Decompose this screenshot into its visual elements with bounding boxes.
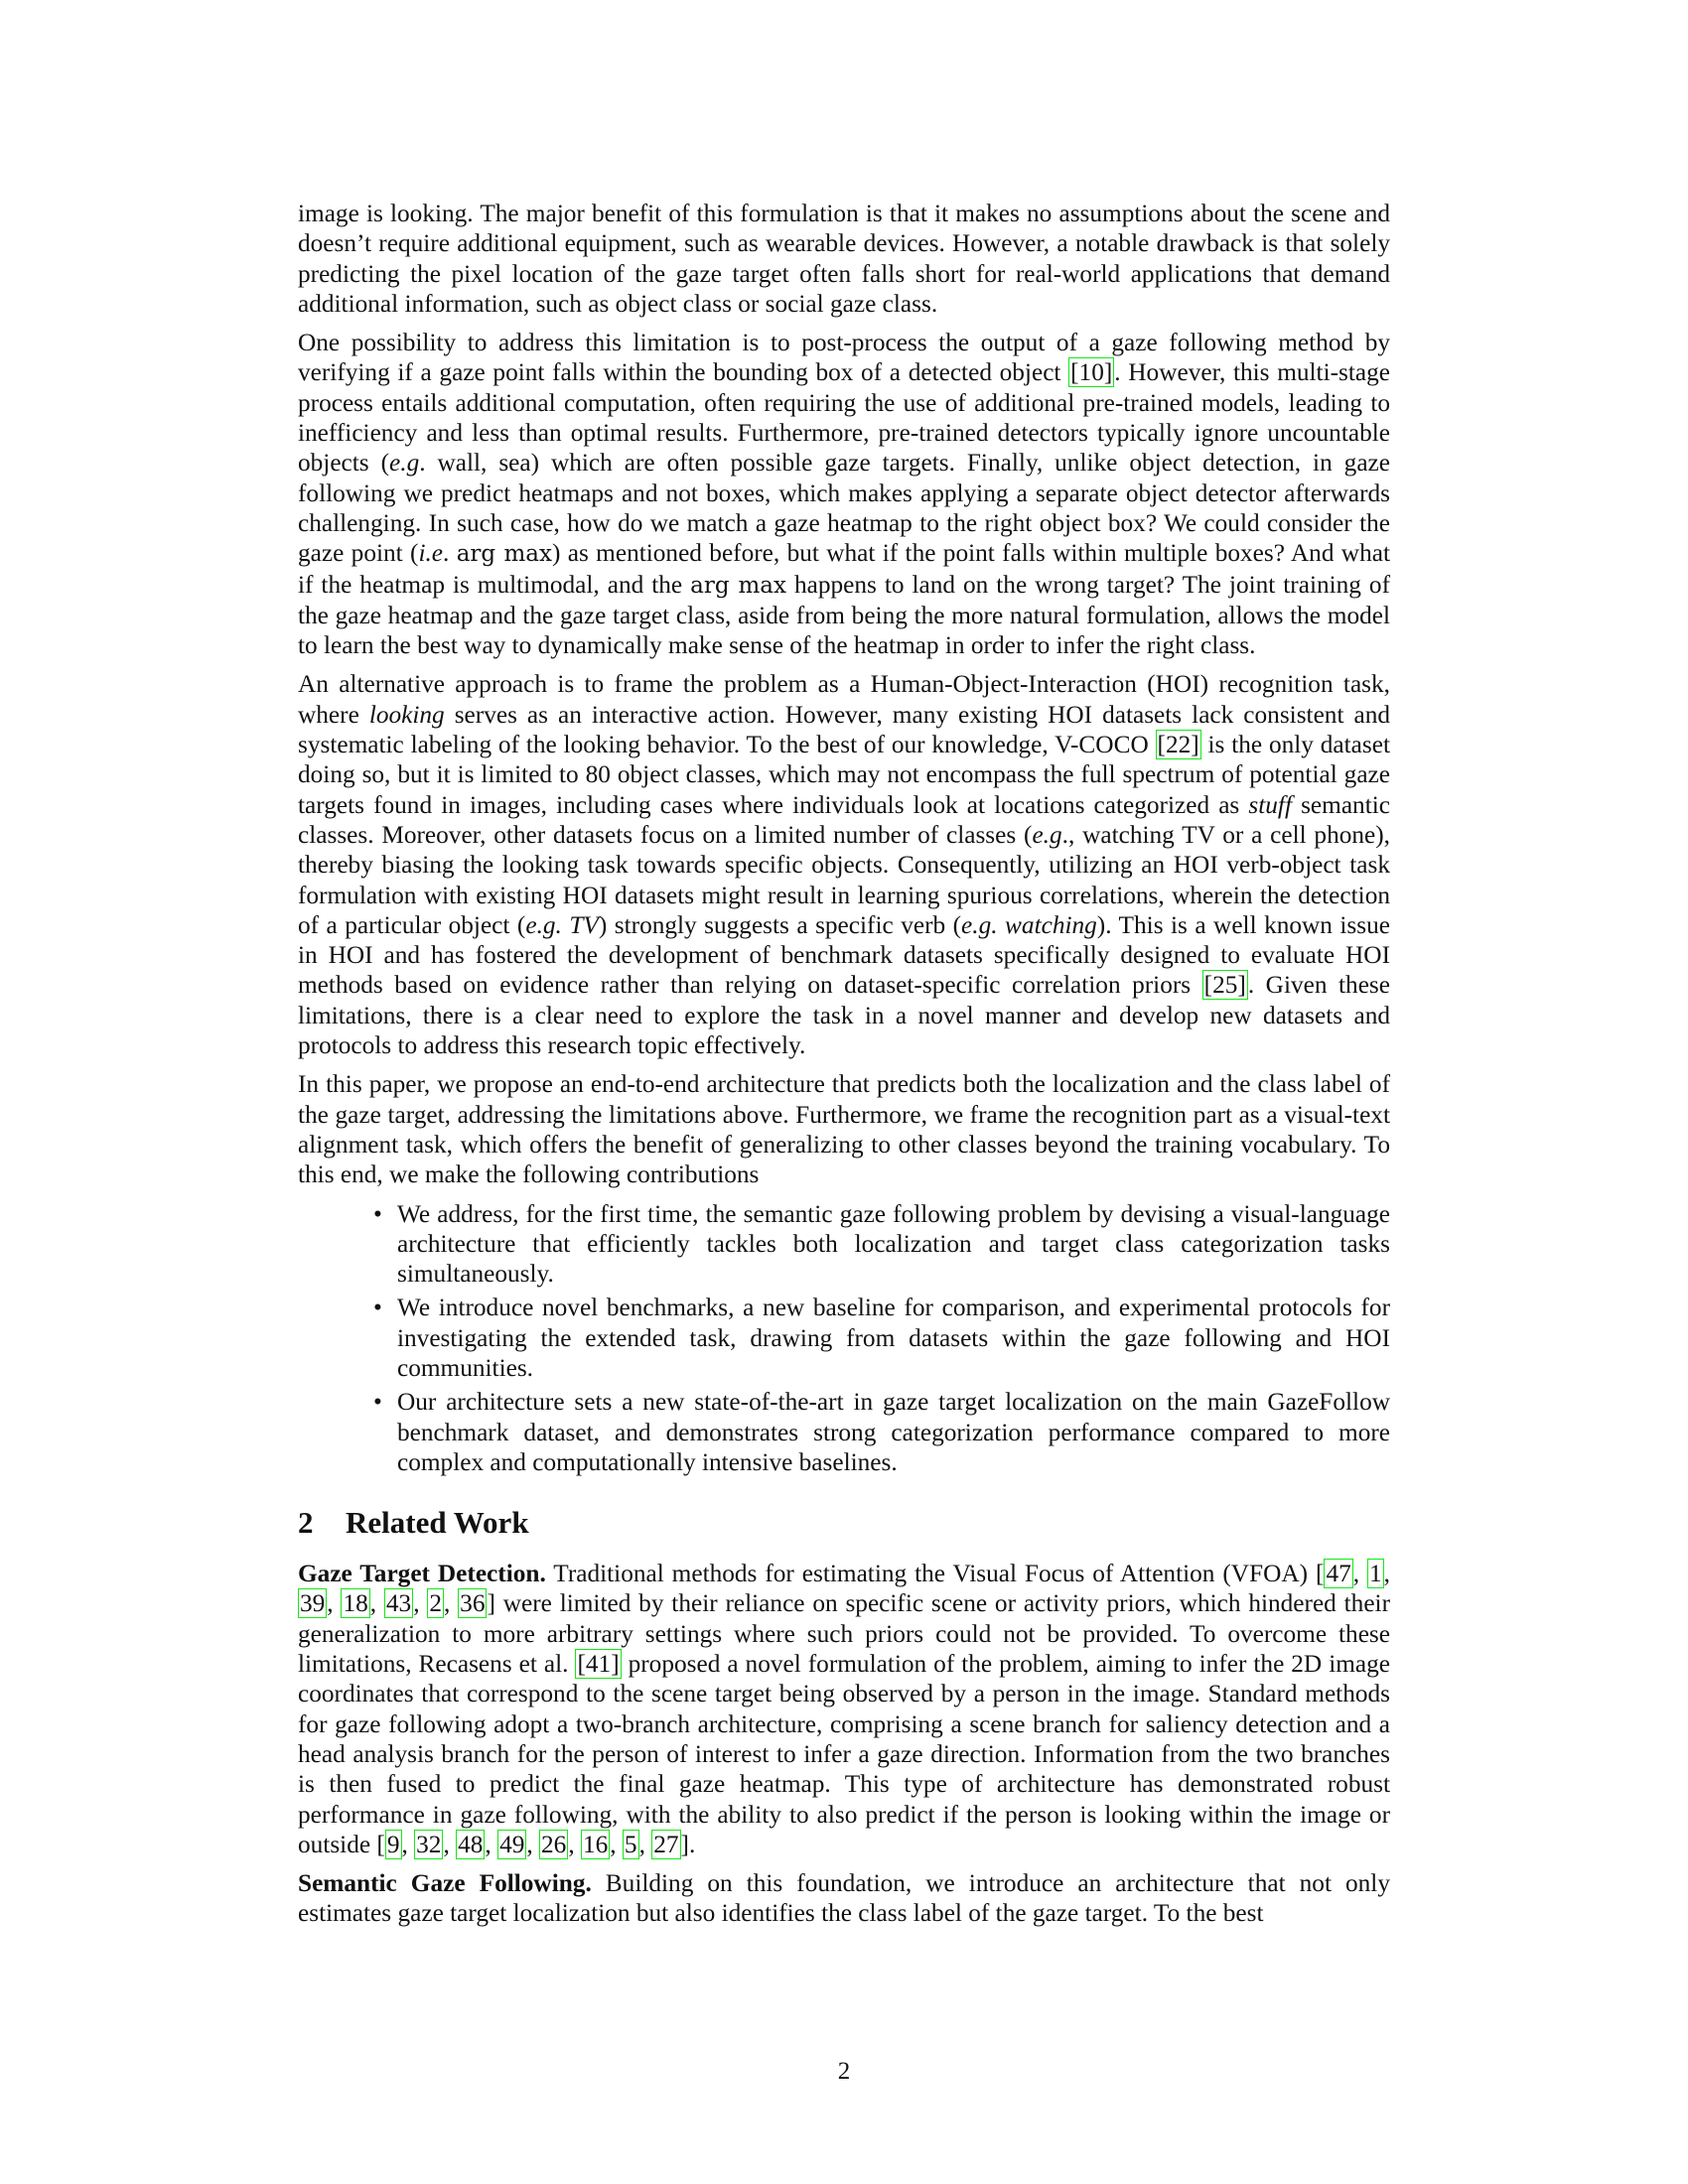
italic-text: e.g. TV xyxy=(525,910,599,939)
list-item-text: We address, for the first time, the semantic gaze following problem by devising a visual-language architecture that efficiently tackles both localization and target class categorization tasks simultaneously. xyxy=(397,1199,1390,1289)
text: One possibility to address this limitation is to post-process the output of a gaze following method by verifying if a gaze point falls within the bounding box of a detected object xyxy=(298,329,1390,387)
text: . xyxy=(688,1830,696,1858)
bullet-icon: • xyxy=(373,1388,382,1417)
list-item-text: We introduce novel benchmarks, a new baseline for comparison, and experimental protocols for investigating the extended task, drawing from datasets within the gaze following and HOI communities. xyxy=(397,1294,1390,1382)
text: proposed a novel formulation of the problem, aiming to infer the 2D image coordinates that correspond to the scene target being observed by a person in the image. Standard methods for gaze following adopt a two-branch architecture, comprising a scene branch for saliency detection and a head analysis branch for the person of interest to infer a gaze direction. Information from the two branches is then fused to predict the final gaze heatmap. This type of architecture has demonstrated robust performance in gaze following, with the ability to also predict if the person is looking within the image or outside xyxy=(298,1650,1391,1858)
paragraph-post-processing xyxy=(298,328,1390,660)
paragraph-gaze-target-detection: Gaze Target Detection. Traditional methods for estimating the Visual Focus of Attention (VFOA) [47, 1, 39, 18, 43, 2, 36] were limited by their reliance on specific scene or activity priors, which hindered their generalization to more arbitrary settings where such priors could not be provided. To overcome these limitations, Recasens et al. [41] proposed a novel formulation of the problem, aiming to infer the 2D image coordinates that correspond to the scene target being observed by a person in the image. Standard methods for gaze following adopt a two-branch architecture, comprising a scene branch for saliency detection and a head analysis branch for the person of interest to infer a gaze direction. Information from the two branches is then fused to predict the final gaze heatmap. This type of architecture has demonstrated robust performance in gaze following, with the ability to also predict if the person is looking within the image or outside [9, 32, 48, 49, 26, 16, 5, 27]. xyxy=(298,1560,1391,1858)
text: happens to land on the wrong target? The joint training of the gaze heatmap and the gaze target class, aside from being the more natural formulation, allows the model to learn the best way to dynamically make sense of the heatmap in order to infer the right class. xyxy=(298,570,1390,660)
citation-link[interactable]: 43 xyxy=(385,1589,412,1618)
text: An alternative approach is to frame the problem as a Human-Object-Interaction (HOI) recognition task, where xyxy=(298,670,1390,729)
text: semantic classes. Moreover, other datasets focus on a limited number of classes ( xyxy=(298,790,1390,849)
section-heading xyxy=(298,1505,1390,1541)
paragraph-contributions-intro: In this paper, we propose an end-to-end architecture that predicts both the localization and the class label of the gaze target, addressing the limitations above. Furthermore, we frame the recognition part as a visual-text alignment task, which offers the benefit of generalizing to other classes beyond the training vocabulary. To this end, we make the following contributions xyxy=(298,1070,1390,1189)
text: ) as mentioned before, but what if the point falls within multiple boxes? And what if the heatmap is multimodal, and the xyxy=(298,539,1390,599)
italic-text: looking xyxy=(368,700,445,729)
paragraph-semantic-gaze-following xyxy=(298,1868,1390,1929)
citation-link[interactable]: 32 xyxy=(416,1830,442,1858)
text: serves as an interactive action. However, many existing HOI datasets lack consistent and systematic labeling of the looking behavior. To the best of our knowledge, V-COCO xyxy=(298,700,1391,759)
list-item xyxy=(373,1387,1390,1477)
text: Traditional methods for estimating the Visual Focus of Attention (VFOA) xyxy=(545,1560,1317,1588)
citation-link[interactable]: 5 xyxy=(624,1830,637,1858)
citation-link[interactable]: 18 xyxy=(343,1589,368,1618)
text: . Given these limitations, there is a clear need to explore the task in a novel manner and develop new datasets and protocols to address this research topic effectively. xyxy=(298,971,1391,1060)
text: . xyxy=(443,539,457,568)
citation-link[interactable]: [22] xyxy=(1157,731,1199,759)
italic-text: stuff xyxy=(1248,790,1292,819)
list-item xyxy=(373,1199,1390,1290)
page-number: 2 xyxy=(837,2058,851,2085)
citation-link[interactable]: 48 xyxy=(458,1830,484,1858)
citation-link[interactable]: 16 xyxy=(582,1830,609,1858)
italic-text: i.e xyxy=(418,539,444,568)
run-in-heading: Gaze Target Detection. xyxy=(298,1560,546,1588)
citation-link[interactable]: 27 xyxy=(653,1830,679,1858)
text: were limited by their reliance on specific scene or activity priors, which hindered their generalization to more arbitrary settings where such priors could not be provided. To overcome these limitations, Recasens et al. xyxy=(298,1589,1390,1679)
italic-text: e.g xyxy=(1032,820,1062,849)
run-in-heading: Semantic Gaze Following. xyxy=(298,1869,592,1898)
text: ., watching TV or a cell phone), thereby biasing the looking task towards specific objects. Consequently, utilizing an HOI verb-object task formulation with existing HOI datasets might result in learning spurious correlations, wherein the detection of a particular object ( xyxy=(298,820,1391,939)
citation-link[interactable]: [10] xyxy=(1070,358,1113,387)
math-argmax: arg max xyxy=(690,572,786,599)
citation-link[interactable]: 47 xyxy=(1326,1560,1351,1588)
citation-link[interactable]: 26 xyxy=(541,1830,567,1858)
citation-link[interactable]: 49 xyxy=(499,1830,525,1858)
list-item-text: Our architecture sets a new state-of-the-art in gaze target localization on the main GazeFollow benchmark dataset, and demonstrates strong categorization performance compared to more complex and computationally intensive baselines. xyxy=(397,1388,1390,1476)
list-item xyxy=(373,1293,1390,1383)
section-title: Related Work xyxy=(346,1505,529,1541)
contributions-list xyxy=(298,1199,1390,1478)
citation-link[interactable]: 9 xyxy=(386,1830,400,1858)
citation-link[interactable]: [41] xyxy=(577,1650,620,1679)
italic-text: e.g xyxy=(389,449,420,478)
text: . wall, sea) which are often possible gaze targets. Finally, unlike object detection, in gaze following we predict heatmaps and not boxes, which makes applying a separate object detector afterwards challenging. In such case, how do we match a gaze heatmap to the right object box? We could consider the gaze point ( xyxy=(298,449,1391,568)
section-number: 2 xyxy=(298,1505,314,1541)
citation-link[interactable]: 1 xyxy=(1369,1560,1382,1588)
citation-link[interactable]: [25] xyxy=(1203,971,1246,1000)
text: ). This is a well known issue in HOI and has fostered the development of benchmark datasets specifically designed to evaluate HOI methods based on evidence rather than relying on dataset-specific correlation priors xyxy=(298,910,1390,1000)
text: is the only dataset doing so, but it is limited to 80 object classes, which may not encompass the full spectrum of potential gaze targets found in images, including cases where individuals look at locations categorized as xyxy=(298,731,1390,819)
text: ) strongly suggests a specific verb ( xyxy=(598,910,962,939)
citation-link[interactable]: 39 xyxy=(300,1589,326,1618)
italic-text: e.g. watching xyxy=(961,910,1097,939)
text: . However, this multi-stage process entails additional computation, often requiring the use of additional pre-trained models, leading to inefficiency and less than optimal results. Furthermore, pre-trained detectors typically ignore uncountable objects ( xyxy=(298,358,1391,478)
page-body xyxy=(298,199,1390,1938)
paragraph-hoi-alternative xyxy=(298,669,1390,1060)
citation-link[interactable]: 2 xyxy=(429,1589,443,1618)
bullet-icon: • xyxy=(373,1294,382,1322)
citation-link[interactable]: 36 xyxy=(460,1589,486,1618)
bullet-icon: • xyxy=(373,1199,382,1228)
paragraph-intro-continued: image is looking. The major benefit of this formulation is that it makes no assumptions about the scene and doesn’t require additional equipment, such as wearable devices. However, a notable drawback is that solely predicting the pixel location of the gaze target often falls short for real-world applications that demand additional information, such as object class or social gaze class. xyxy=(298,200,1390,318)
math-argmax: arg max xyxy=(456,541,552,568)
text: Building on this foundation, we introduce an architecture that not only estimates gaze target localization but also identifies the class label of the gaze target. To the best xyxy=(298,1869,1390,1928)
